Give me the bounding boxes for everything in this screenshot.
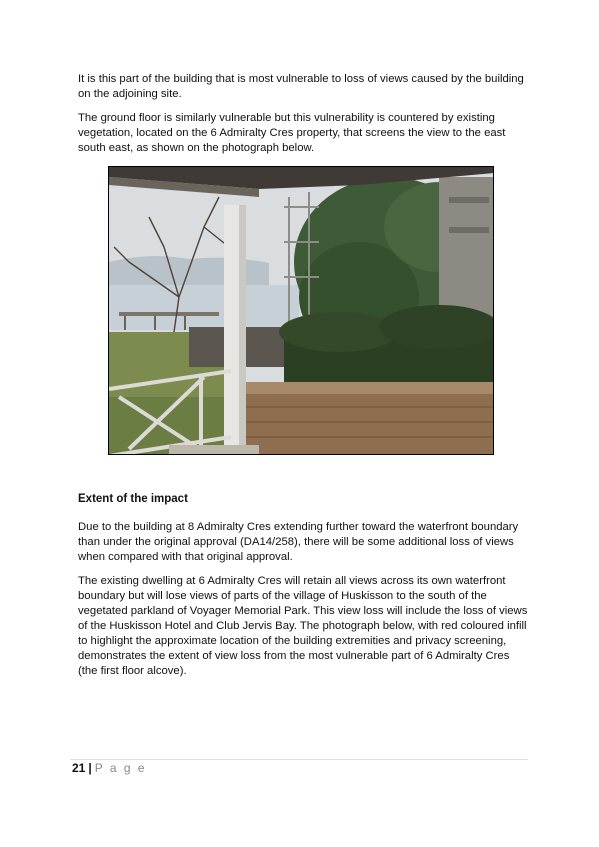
page-label: P a g e — [94, 761, 147, 775]
page-number: 21 — [72, 761, 86, 775]
footer-divider — [70, 759, 528, 760]
paragraph-additional-loss: Due to the building at 8 Admiralty Cres extending further toward the waterfront boundary than under the original approval (DA14/258), there will be some additional loss of views when compared with that original approval. — [78, 521, 519, 563]
paragraph-ground-floor: The ground floor is similarly vulnerable but this vulnerability is countered by existing vegetation, located on the 6 Admiralty Cres property, that screens the view to the east south east, as shown on the photograph below. — [78, 112, 506, 154]
section-heading: Extent of the impact — [78, 493, 188, 505]
page-footer — [72, 761, 147, 775]
veranda-view-photograph — [108, 166, 494, 455]
paragraph-vulnerable-part: It is this part of the building that is most vulnerable to loss of views caused by the building on the adjoining site. — [78, 73, 524, 100]
paragraph-existing-dwelling: The existing dwelling at 6 Admiralty Cres will retain all views across its own waterfront boundary but will lose views of parts of the village of Huskisson to the south of the vegetated parkland of Voyager Memorial Park. This view loss will include the loss of views of the Huskisson Hotel and Club Jervis Bay. The photograph below, with red coloured infill to highlight the approximate location of the building extremities and privacy screening, demonstrates the extent of view loss from the most vulnerable part of 6 Admiralty Cres (the first floor alcove). — [78, 575, 528, 677]
page-separator: | — [88, 761, 92, 775]
